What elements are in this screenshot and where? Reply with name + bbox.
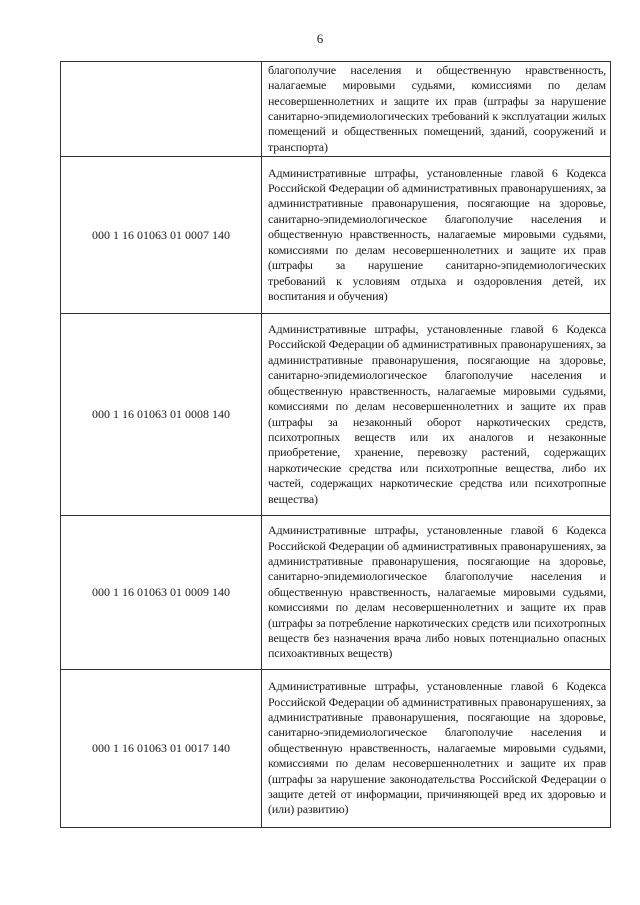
table-row [61,314,611,516]
budget-codes-table [60,61,611,828]
code-cell: 000 1 16 01063 01 0017 140 [61,670,262,828]
description-cell: благополучие населения и общественную нравственность, налагаемые мировыми судьями, комиссиями по делам несовершеннолетних и защите их прав (штрафы за нарушение санитарно-эпидемиологических требований к эксплуатации жилых помещений и общественных помещений, зданий, сооружений и транспорта) [262,62,611,157]
page-number: 6 [316,31,324,46]
description-cell: Административные штрафы, установленные главой 6 Кодекса Российской Федерации об административных правонарушениях, за административные правонарушения, посягающие на здоровье, санитарно-эпидемиологическое благополучие населения и общественную нравственность, налагаемые мировыми судьями, комиссиями по делам несовершеннолетних и защите их прав (штрафы за нарушение законодательства Российской Федерации о защите детей от информации, причиняющей вред их здоровью и (или) развитию) [262,670,611,828]
code-cell: 000 1 16 01063 01 0008 140 [61,314,262,516]
description-cell: Административные штрафы, установленные главой 6 Кодекса Российской Федерации об административных правонарушениях, за административные правонарушения, посягающие на здоровье, санитарно-эпидемиологическое благополучие населения и общественную нравственность, налагаемые мировыми судьями, комиссиями по делам несовершеннолетних и защите их прав (штрафы за нарушение санитарно-эпидемиологических требований к условиям отдыха и оздоровления детей, их воспитания и обучения) [262,157,611,314]
code-cell: 000 1 16 01063 01 0009 140 [61,516,262,670]
table-row [61,62,611,157]
table-row [61,670,611,828]
description-cell: Административные штрафы, установленные главой 6 Кодекса Российской Федерации об административных правонарушениях, за административные правонарушения, посягающие на здоровье, санитарно-эпидемиологическое благополучие населения и общественную нравственность, налагаемые мировыми судьями, комиссиями по делам несовершеннолетних и защите их прав (штрафы за потребление наркотических средств или психотропных веществ без назначения врача либо новых потенциально опасных психоактивных веществ) [262,516,611,670]
description-cell: Административные штрафы, установленные главой 6 Кодекса Российской Федерации об административных правонарушениях, за административные правонарушения, посягающие на здоровье, санитарно-эпидемиологическое благополучие населения и общественную нравственность, налагаемые мировыми судьями, комиссиями по делам несовершеннолетних и защите их прав (штрафы за незаконный оборот наркотических средств, психотропных веществ или их аналогов и незаконные приобретение, хранение, перевозку растений, содержащих наркотические средства или психотропные вещества, либо их частей, содержащих наркотические средства или психотропные вещества) [262,314,611,516]
code-cell [61,62,262,157]
table-row [61,157,611,314]
code-cell: 000 1 16 01063 01 0007 140 [61,157,262,314]
table-row [61,516,611,670]
